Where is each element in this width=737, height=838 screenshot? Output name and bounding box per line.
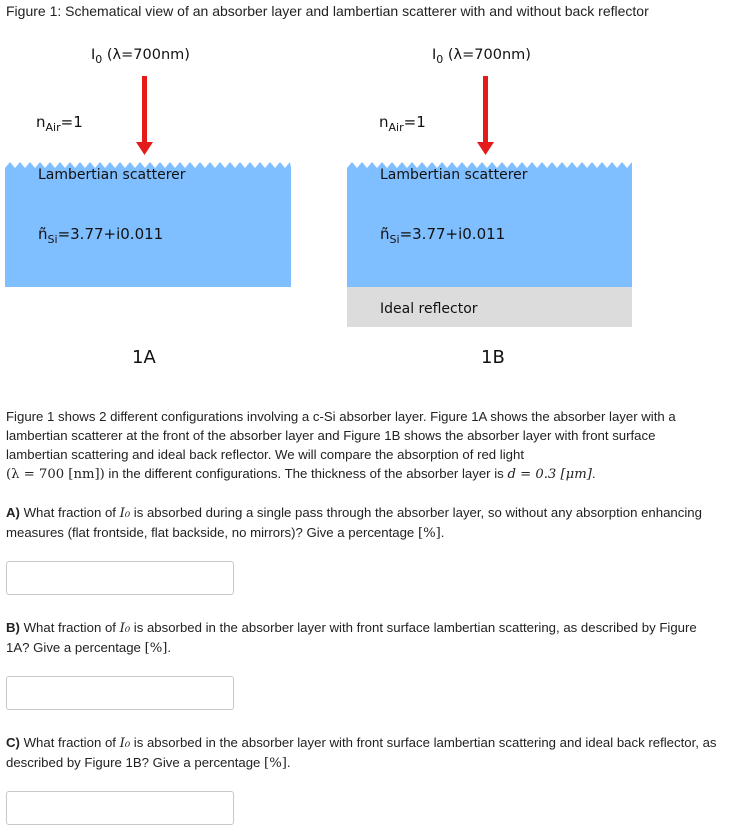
question-a: A) What fraction of I₀ is absorbed during a single pass through the absorber layer, so without any absorption enhancing measures (flat frontside, flat backside, no mirrors)? Give a percentage [%]. [6, 505, 702, 541]
answer-input-c[interactable] [6, 791, 234, 825]
scatterer-label-1b: Lambertian scatterer [380, 167, 528, 183]
schematic-figure [0, 0, 737, 380]
figure-label-1b: 1B [481, 347, 505, 368]
intro-paragraph: Figure 1 shows 2 different configurations involving a c-Si absorber layer. Figure 1A shows the absorber layer with a lambertian scatterer at the front of the absorber layer and Figure 1B shows the absorber layer with front surface lambertian scattering and ideal back reflector. We will compare the absorption of red light (λ = 700 [nm]) in the different configurations. The thickness of the absorber layer is d = 0.3 [μm]. [6, 409, 676, 482]
scatterer-label-1a: Lambertian scatterer [38, 167, 186, 183]
figure-label-1a: 1A [132, 347, 156, 368]
si-index-label-1b: $ñ_{Si}=3.77+i0.011$ [380, 225, 506, 246]
incident-intensity-label-1a: $I_0$ (λ=700nm) [91, 47, 190, 66]
reflector-label: Ideal reflector [380, 301, 478, 317]
figure-caption: Figure 1: Schematical view of an absorber layer and lambertian scatterer with and without back reflector [6, 3, 649, 19]
answer-input-b[interactable] [6, 676, 234, 710]
question-c: C) What fraction of I₀ is absorbed in the absorber layer with front surface lambertian scattering and ideal back reflector, as described by Figure 1B? Give a percentage [%]. [6, 735, 717, 771]
thickness-math: d = 0.3 [μm] [507, 467, 592, 482]
incident-arrow-1b [477, 76, 494, 155]
air-index-label-1b: $n_{Air}=1$ [379, 113, 426, 134]
question-b: B) What fraction of I₀ is absorbed in the absorber layer with front surface lambertian scattering, as described by Figure 1A? Give a percentage [%]. [6, 620, 697, 656]
air-index-label-1a: $n_{Air}=1$ [36, 113, 83, 134]
answer-input-a[interactable] [6, 561, 234, 595]
si-index-label-1a: $ñ_{Si}=3.77+i0.011$ [38, 225, 164, 246]
incident-intensity-label-1b: $I_0$ (λ=700nm) [432, 47, 531, 66]
wavelength-math: (λ = 700 [nm]) [6, 467, 105, 482]
incident-arrow-1a [136, 76, 153, 155]
